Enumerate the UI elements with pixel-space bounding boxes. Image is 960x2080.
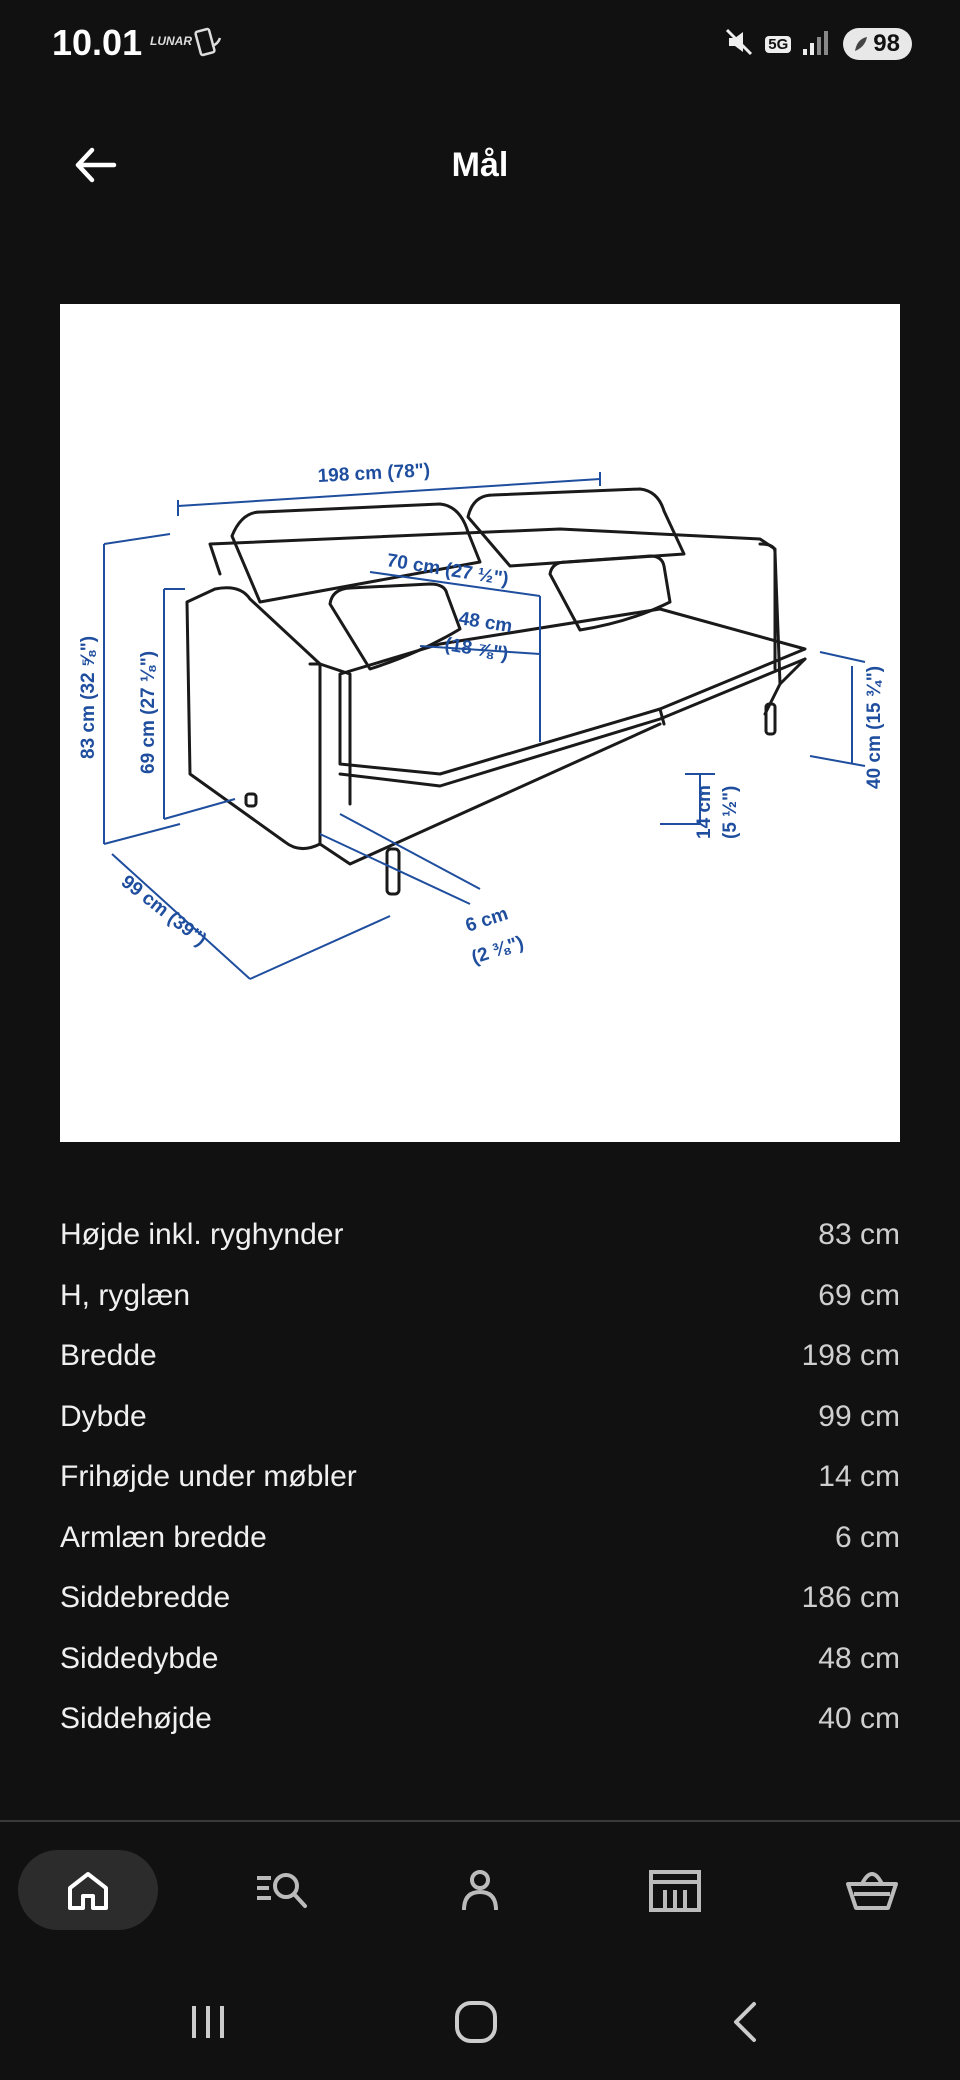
status-bar (0, 0, 960, 90)
label-width: 198 cm (78") (317, 460, 431, 487)
dimension-row (60, 1568, 900, 1629)
label-arm-to-arm: 70 cm (27 ½") (385, 550, 511, 591)
label-depth: 99 cm (39") (116, 871, 211, 951)
recents-button[interactable] (168, 1992, 248, 2052)
status-time: 10.01 (52, 22, 143, 63)
phone-signal-icon (192, 26, 226, 65)
search-list-icon (253, 1866, 313, 1914)
dimension-label: Siddedybde (60, 1641, 219, 1675)
recents-icon (186, 2000, 230, 2044)
dimension-value: 48 cm (818, 1641, 900, 1675)
label-clearance-in: (5 ½") (720, 785, 741, 839)
dimension-label: Armlæn bredde (60, 1520, 267, 1554)
dimension-row (60, 1266, 900, 1327)
home-circle-icon (452, 1998, 500, 2046)
lunar-label: LUNAR (150, 34, 192, 48)
dimension-label: Højde inkl. ryghynder (60, 1218, 344, 1252)
home-system-button[interactable] (436, 1992, 516, 2052)
dimension-value: 198 cm (801, 1339, 900, 1373)
home-icon (64, 1866, 112, 1914)
dimension-value: 40 cm (818, 1702, 900, 1736)
dimension-row (60, 1629, 900, 1690)
label-seat-depth: 48 cm (457, 608, 514, 638)
dimensions-list (60, 1205, 900, 1750)
label-height-total: 83 cm (32 ⅝") (78, 635, 99, 759)
label-armrest: 6 cm (463, 903, 511, 937)
nav-basket-button[interactable] (802, 1850, 942, 1930)
label-height-back: 69 cm (27 ⅛") (138, 650, 159, 774)
dimension-row (60, 1387, 900, 1448)
basket-icon (844, 1866, 900, 1914)
dimension-row (60, 1508, 900, 1569)
network-5g-icon: 5G (765, 36, 791, 53)
dimension-drawing (60, 304, 900, 1142)
store-icon (647, 1866, 703, 1914)
bottom-navigation (0, 1822, 960, 1962)
dimension-label: Bredde (60, 1339, 157, 1373)
person-icon (456, 1866, 504, 1914)
dimension-row (60, 1447, 900, 1508)
label-seat-height: 40 cm (15 ¾") (864, 665, 885, 789)
dimension-value: 83 cm (818, 1218, 900, 1252)
signal-icon (801, 27, 833, 62)
back-chevron-icon (724, 2000, 768, 2044)
mute-icon (723, 26, 755, 63)
page-header (0, 120, 960, 210)
back-system-button[interactable] (706, 1992, 786, 2052)
nav-store-button[interactable] (605, 1850, 745, 1930)
dimension-label: Dybde (60, 1399, 147, 1433)
dimension-value: 14 cm (818, 1460, 900, 1494)
page-title: Mål (451, 146, 509, 184)
dimension-row (60, 1326, 900, 1387)
dimension-row (60, 1689, 900, 1750)
dimension-label: Frihøjde under møbler (60, 1460, 357, 1494)
dimension-value: 6 cm (834, 1520, 900, 1554)
dimension-label: Siddebredde (60, 1581, 231, 1615)
sofa-dimension-illustration (60, 304, 900, 1142)
dimension-label: Siddehøjde (60, 1702, 212, 1736)
nav-profile-button[interactable] (410, 1850, 550, 1930)
dimension-value: 99 cm (818, 1399, 900, 1433)
label-clearance: 14 cm (694, 785, 715, 839)
dimension-value: 69 cm (818, 1278, 900, 1312)
dimension-value: 186 cm (801, 1581, 900, 1615)
nav-home-button[interactable] (18, 1850, 158, 1930)
battery-icon (843, 28, 912, 60)
label-seat-depth-in: (18 ⅞") (443, 634, 510, 665)
battery-level: 98 (873, 30, 900, 57)
nav-search-button[interactable] (213, 1850, 353, 1930)
dimension-row (60, 1205, 900, 1266)
status-icons (723, 22, 912, 66)
dimension-label: H, ryglæn (60, 1278, 191, 1312)
label-armrest-in: (2 ⅜") (469, 932, 527, 969)
system-navigation (0, 1962, 960, 2080)
